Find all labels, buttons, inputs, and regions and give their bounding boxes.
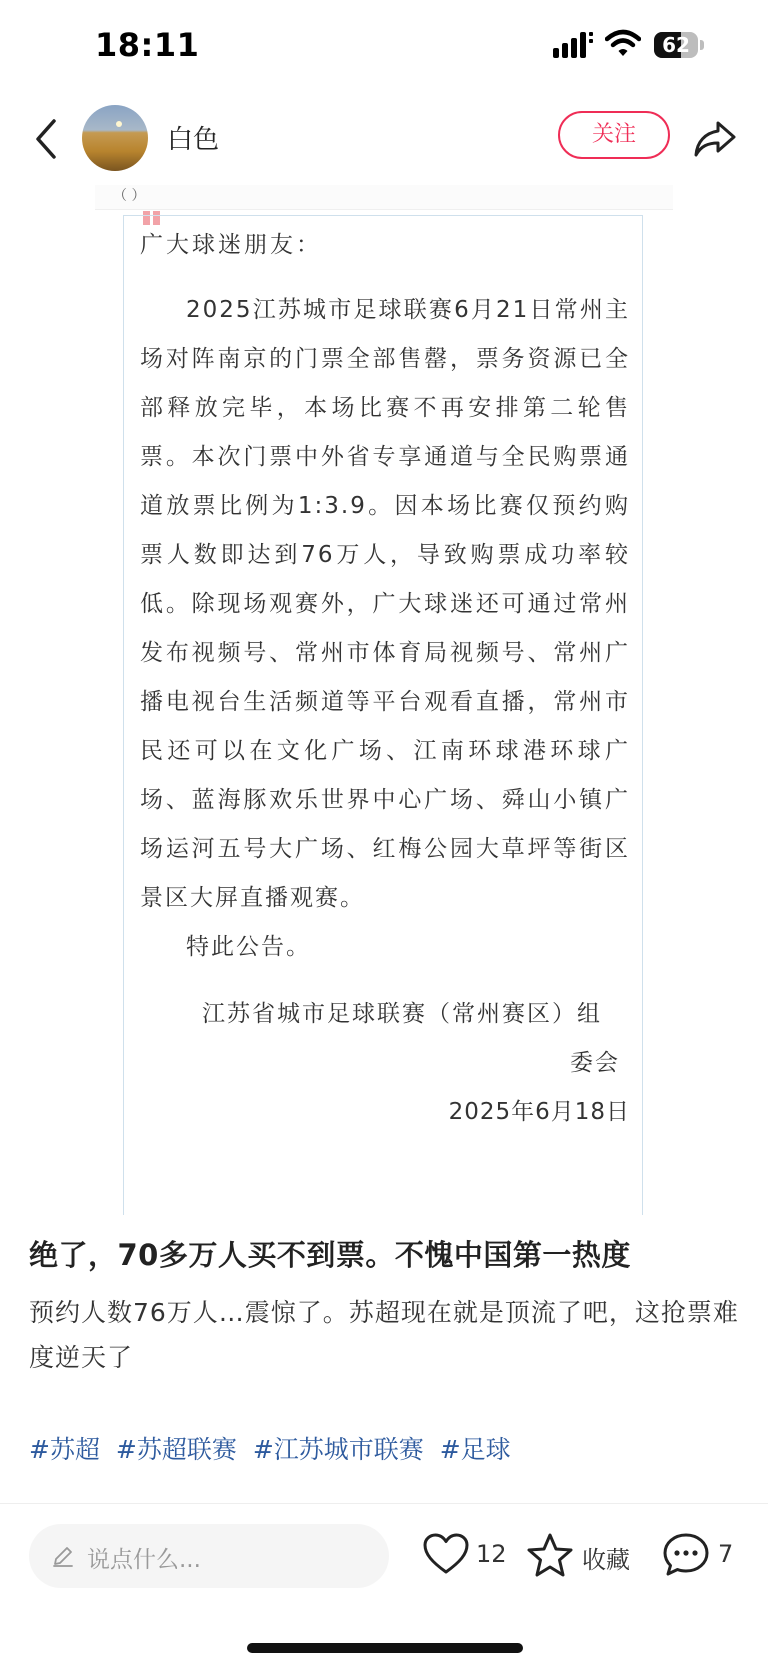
comment-bubble-icon	[662, 1532, 710, 1578]
image-top-strip: （ ）	[95, 185, 673, 210]
pencil-icon	[51, 1544, 75, 1568]
post-body: 预约人数76万人…震惊了。苏超现在就是顶流了吧，这抢票难度逆天了	[29, 1298, 739, 1372]
battery-level: 62	[662, 33, 690, 57]
home-indicator	[247, 1643, 523, 1653]
share-icon[interactable]	[692, 115, 738, 161]
notice-organizer: 江苏省城市足球联赛（常州赛区）组	[202, 1001, 602, 1027]
status-bar	[0, 0, 768, 90]
notice-greeting: 广大球迷朋友：	[140, 232, 322, 258]
star-icon	[526, 1532, 574, 1578]
back-arrow-icon[interactable]	[26, 115, 66, 163]
battery-icon	[654, 32, 704, 58]
comment-count: 7	[718, 1540, 734, 1568]
post-image[interactable]	[95, 185, 673, 1215]
comment-button[interactable]	[662, 1526, 738, 1586]
avatar[interactable]	[82, 105, 148, 171]
like-button[interactable]	[422, 1526, 506, 1586]
follow-button[interactable]: 关注	[558, 111, 670, 159]
notice-organizer-end: 委会	[570, 1050, 620, 1076]
hashtag[interactable]: #江苏城市联赛	[252, 1435, 424, 1464]
post-title: 绝了，70多万人买不到票。不愧中国第一热度	[29, 1238, 631, 1272]
hashtag[interactable]: #苏超联赛	[115, 1435, 237, 1464]
notice-closing: 特此公告。	[186, 934, 311, 960]
collect-button[interactable]	[526, 1526, 636, 1586]
comment-input[interactable]	[29, 1524, 389, 1588]
post-header	[0, 95, 768, 185]
wifi-icon	[605, 28, 641, 58]
comment-placeholder: 说点什么...	[87, 1547, 201, 1573]
like-count: 12	[476, 1540, 507, 1568]
status-time: 18:11	[95, 26, 200, 64]
notice-date: 2025年6月18日	[448, 1099, 630, 1125]
author-name[interactable]: 白色	[167, 125, 220, 155]
heart-icon	[422, 1532, 470, 1576]
notice-text	[140, 221, 630, 1137]
notice-body: 2025江苏城市足球联赛6月21日常州主场对阵南京的门票全部售罄，票务资源已全部释放完毕，本场比赛不再安排第二轮售票。本次门票中外省专享通道与全民购票通道放票比例为1:3.9。因本场比赛仅预约购票人数即达到76万人，导致购票成功率较低。除现场观赛外，广大球迷还可通过常州发布视频号、常州市体育局视频号、常州广播电视台生活频道等平台观看直播，常州市民还可以在文化广场、江南环球港环球广场、蓝海豚欢乐世界中心广场、舜山小镇广场运河五号大广场、红梅公园大草坪等街区景区大屏直播观赛。	[140, 297, 630, 911]
collect-label: 收藏	[582, 1546, 630, 1574]
cellular-signal-icon	[553, 32, 593, 58]
hashtag[interactable]: #足球	[439, 1435, 511, 1464]
hashtag[interactable]: #苏超	[29, 1435, 100, 1464]
bottom-action-bar	[0, 1503, 768, 1663]
hashtag-list	[29, 1430, 519, 1466]
